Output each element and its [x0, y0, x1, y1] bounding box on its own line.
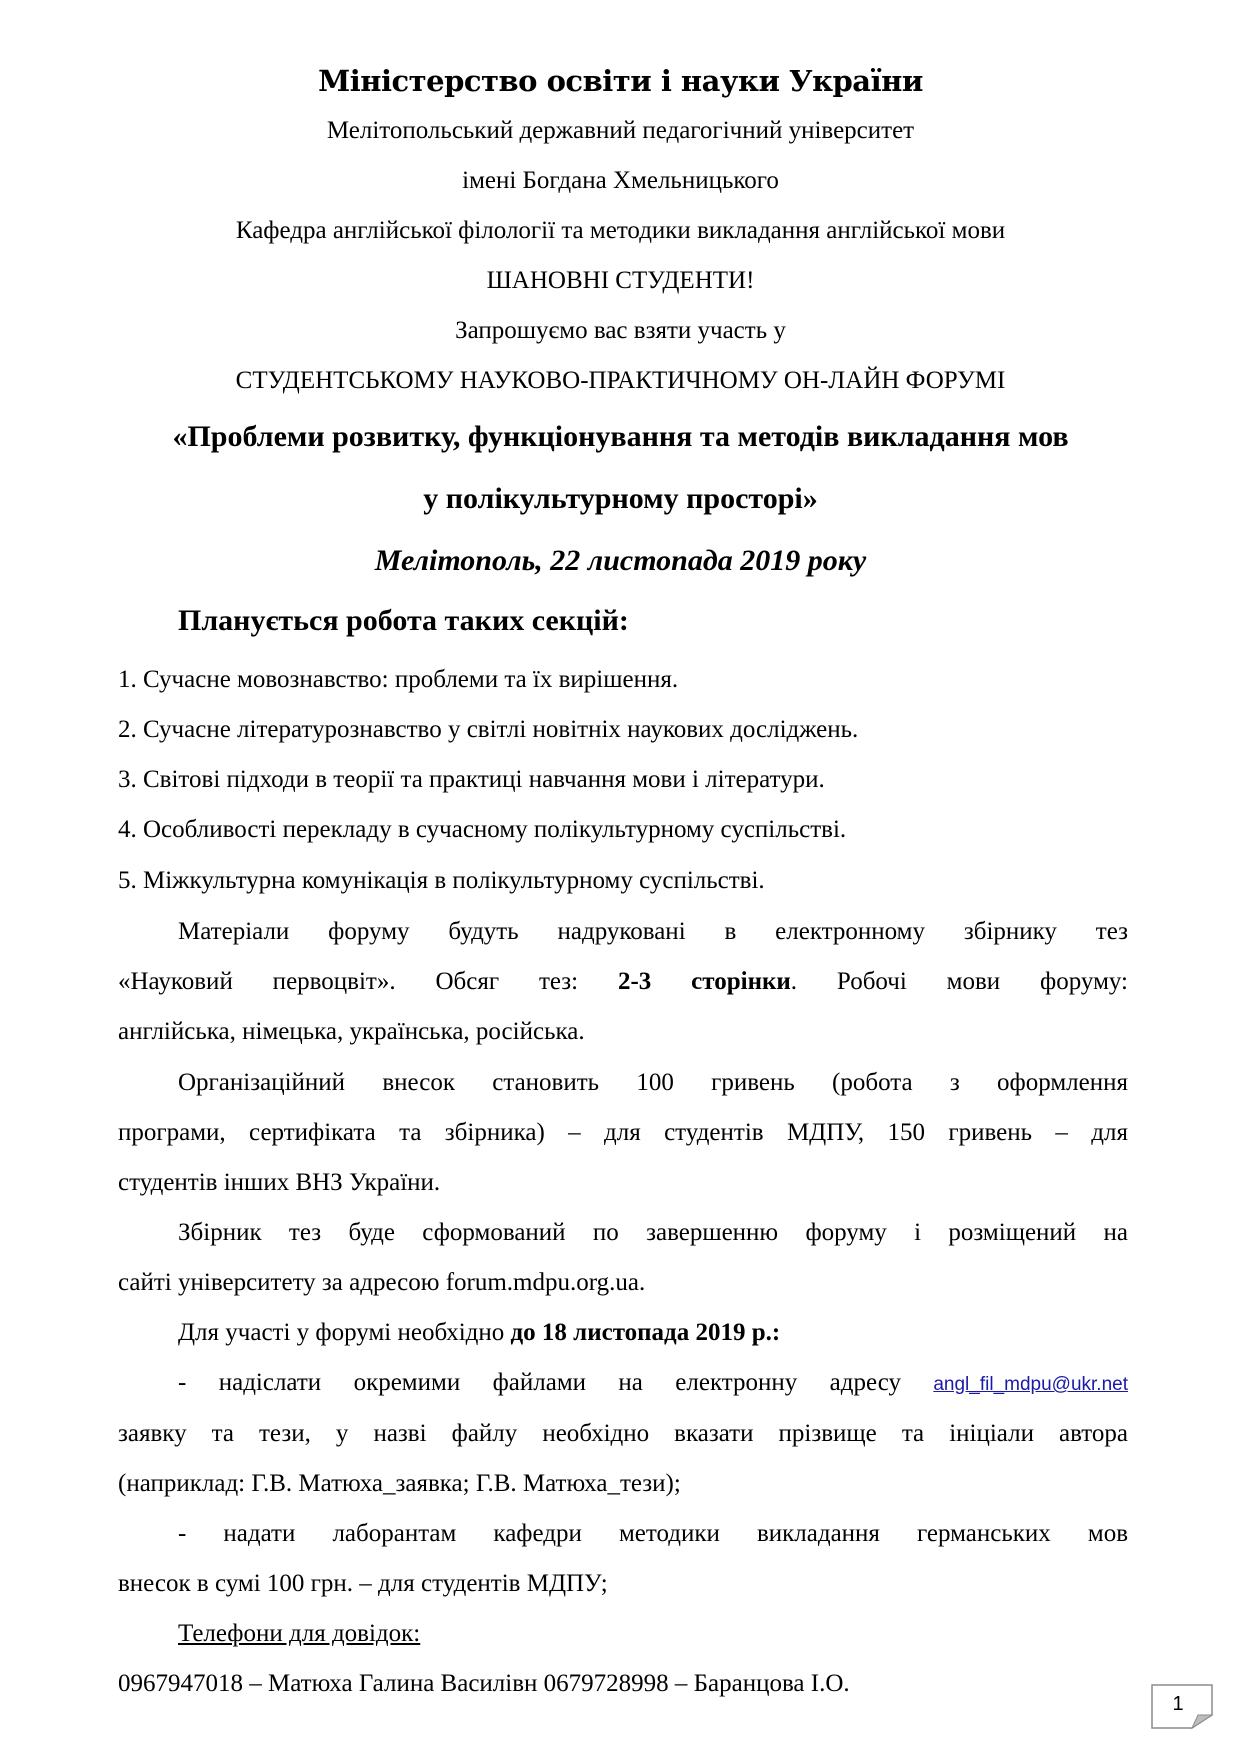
sections-heading: Планується робота таких секцій: [178, 604, 629, 637]
section-item: 3. Світові підходи в теорії та практиці навчання мови і літератури. [118, 766, 825, 793]
department-name: Кафедра англійської філології та методики викладання англійської мови [235, 217, 1006, 244]
send-line-1 [178, 1368, 1128, 1400]
send-line-3: (наприклад: Г.В. Матюха_заявка; Г.В. Матюха_тези); [118, 1470, 681, 1497]
email-link[interactable]: angl_fil_mdpu@ukr.net [933, 1374, 1128, 1395]
phones-line: 0967947018 – Матюха Галина Василівн 0679728998 – Баранцова І.О. [118, 1670, 850, 1697]
participation-line [178, 1318, 780, 1348]
greeting: ШАНОВНІ СТУДЕНТИ! [486, 267, 755, 294]
phones-heading: Телефони для довідок: [178, 1620, 421, 1647]
forum-type: СТУДЕНТСЬКОМУ НАУКОВО-ПРАКТИЧНОМУ ОН-ЛАЙН ФОРУМІ [235, 367, 1006, 394]
university-name: Мелітопольський державний педагогічний університет [326, 117, 915, 144]
forum-title-line-1: «Проблеми розвитку, функціонування та методів викладання мов [172, 420, 1069, 453]
section-item: 5. Міжкультурна комунікація в полікультурному суспільстві. [118, 867, 765, 894]
forum-date: Мелітополь, 22 листопада 2019 року [374, 544, 867, 577]
page-number-badge [1151, 1684, 1213, 1729]
university-honorific: імені Богдана Хмельницького [462, 167, 779, 194]
section-item: 1. Сучасне мовознавство: проблеми та їх вирішення. [118, 666, 679, 693]
materials-text-end: . Робочі мови форуму: [790, 968, 1129, 995]
participation-text: Для участі у форумі необхідно [178, 1319, 511, 1346]
collection-paragraph-line-2: сайті університету за адресою forum.mdpu.org.ua. [118, 1269, 646, 1296]
give-line-2: внесок в сумі 100 грн. – для студентів МДПУ; [118, 1570, 608, 1597]
materials-paragraph-line-3: англійська, німецька, українська, російська. [118, 1018, 585, 1045]
materials-paragraph-line-2 [118, 967, 1128, 997]
forum-title-line-2: у полікультурному просторі» [423, 482, 818, 515]
section-item: 4. Особливості перекладу в сучасному полікультурному суспільстві. [118, 816, 847, 843]
page-number: 1 [1172, 1693, 1184, 1715]
collection-paragraph-line-1: Збірник тез буде сформований по завершенню форуму і розміщений на [178, 1219, 1128, 1246]
materials-paragraph-line-1: Матеріали форуму будуть надруковані в електронному збірнику тез [178, 918, 1128, 945]
section-item: 2. Сучасне літературознавство у світлі новітніх наукових досліджень. [118, 716, 859, 743]
fee-paragraph-line-2: програми, сертифіката та збірника) – для студентів МДПУ, 150 гривень – для [118, 1119, 1128, 1146]
pages-count: 2-3 сторінки [617, 968, 791, 995]
materials-text: «Науковий первоцвіт». Обсяг тез: [118, 968, 579, 995]
deadline: до 18 листопада 2019 р.: [510, 1319, 781, 1346]
ministry-title: Міністерство освіти і науки України [318, 64, 923, 98]
send-text: - надіслати окремими файлами на електронну адресу [178, 1369, 901, 1396]
give-line-1: - надати лаборантам кафедри методики викладання германських мов [178, 1520, 1128, 1547]
fee-paragraph-line-3: студентів інших ВНЗ України. [118, 1169, 441, 1196]
invitation-text: Запрошуємо вас взяти участь у [455, 317, 786, 344]
fee-paragraph-line-1: Організаційний внесок становить 100 гривень (робота з оформлення [178, 1069, 1128, 1096]
send-line-2: заявку та тези, у назві файлу необхідно вказати прізвище та ініціали автора [118, 1420, 1128, 1447]
